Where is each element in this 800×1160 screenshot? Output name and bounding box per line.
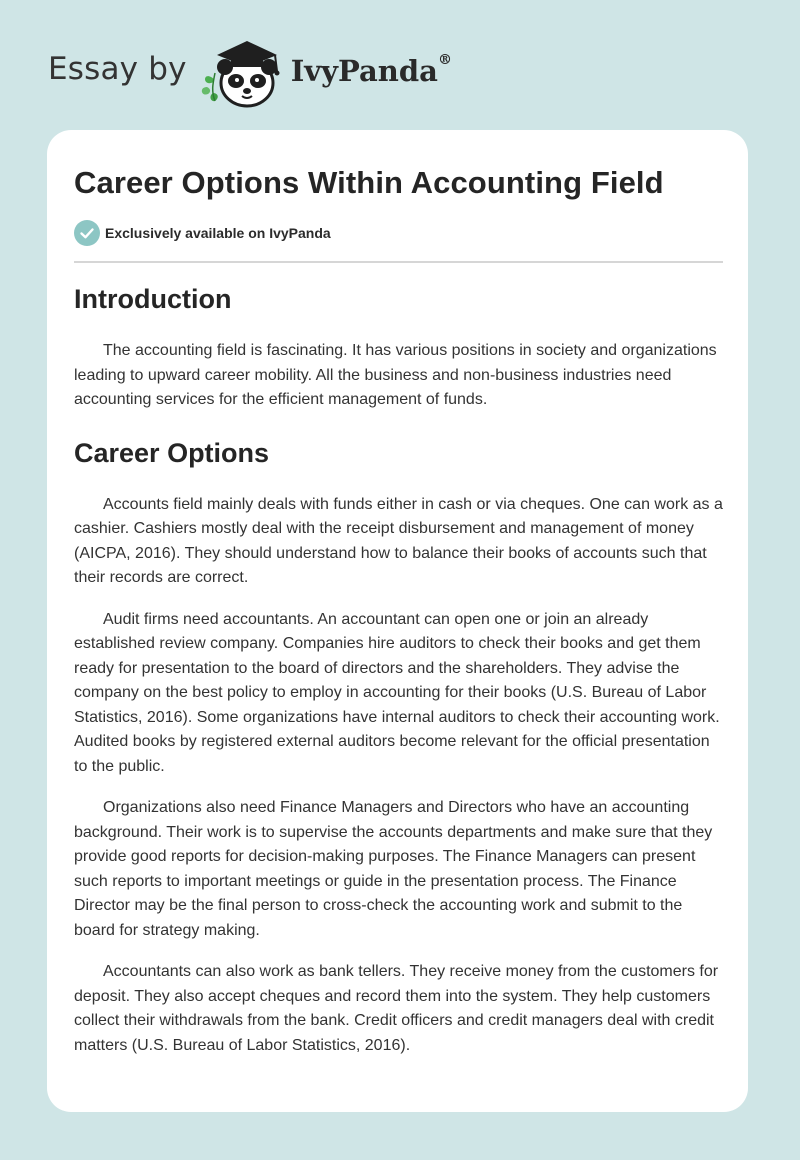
site-header [48,34,452,110]
essay-by-label: Essay by [48,51,187,87]
paragraph: Accountants can also work as bank tellers. They receive money from the customers for deposit. They also accept cheques and record them into the system. They help customers collect their withdrawals from the bank. Credit officers and credit managers deal with credit matters (U.S. Bureau of Labor Statistics, 2016). [74,963,719,1054]
essay-body [74,280,723,1058]
check-circle-icon [74,220,100,246]
exclusive-badge [74,220,331,246]
exclusive-badge-label: Exclusively available on IvyPanda [105,225,331,241]
essay-card [47,130,748,1112]
brand-name[interactable] [291,54,452,88]
paragraph: Audit firms need accountants. An accountant can open one or join an already established review company. Companies hire auditors to check their books and get them ready for presentation to the board of directors and the shareholders. They advise the company on the best policy to employ in accounting for their books (U.S. Bureau of Labor Statistics, 2016). Some organizations have internal auditors to check their accounting work. Audited books by registered external auditors become relevant for the official presentation to the public. [74,610,720,775]
page-title: Career Options Within Accounting Field [74,165,664,200]
brand-label: IvyPanda [290,54,438,88]
paragraph: Organizations also need Finance Managers and Directors who have an accounting background. Their work is to supervise the accounts departments and make sure that they provide good reports for decision-making purposes. The Finance Managers can present such reports to important meetings or guide in the presentation process. The Finance Director may be the final person to cross-check the accounting work and submit to the board for strategy making. [74,799,713,939]
registered-mark: ® [437,52,452,68]
paragraph: The accounting field is fascinating. It has various positions in society and organizations leading to upward career mobility. All the business and non-business industries need accounting services for the efficient management of funds. [74,342,717,409]
panda-graduate-logo-icon[interactable] [197,33,289,109]
title-divider [74,261,723,263]
paragraph: Accounts field mainly deals with funds either in cash or via cheques. One can work as a cashier. Cashiers mostly deal with the receipt disbursement and management of money (AICPA, 2016). They should understand how to balance their books of accounts such that their records are correct. [74,495,723,587]
section-heading-career-options: Career Options [74,437,270,468]
section-heading-introduction: Introduction [74,284,232,314]
